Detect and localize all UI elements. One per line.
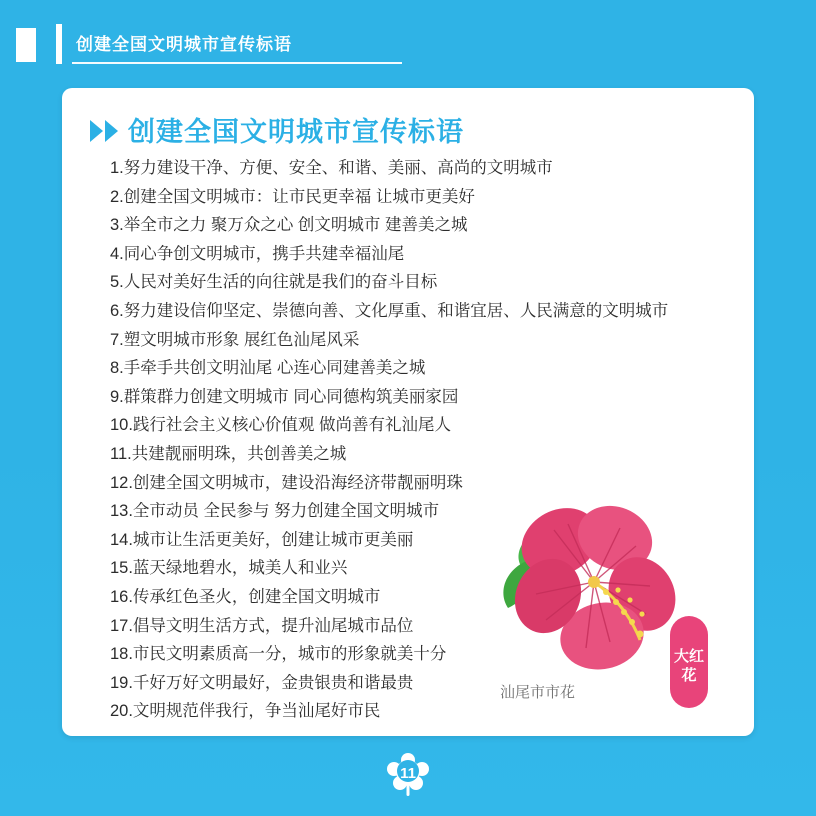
slogan-list: [84, 154, 734, 726]
list-item: 6.努力建设信仰坚定、崇德向善、文化厚重、和谐宜居、人民满意的文明城市: [110, 301, 669, 320]
list-item: 12.创建全国文明城市，建设沿海经济带靓丽明珠: [110, 473, 463, 492]
header-accent-bar: [56, 24, 62, 64]
double-arrow-icon: [90, 120, 118, 142]
list-item: 4.同心争创文明城市，携手共建幸福汕尾: [110, 244, 405, 263]
header-mark: [16, 28, 36, 62]
card-title-row: [90, 110, 464, 149]
list-item: 5.人民对美好生活的向往就是我们的奋斗目标: [110, 273, 438, 292]
list-item: 3.举全市之力 聚万众之心 创文明城市 建善美之城: [110, 216, 468, 235]
page-header: [16, 22, 800, 66]
flower-badge: 大红花: [670, 616, 708, 708]
list-item: 18.市民文明素质高一分，城市的形象就美十分: [110, 645, 447, 664]
list-item: 15.蓝天绿地碧水，城美人和业兴: [110, 559, 348, 578]
list-item: 10.践行社会主义核心价值观 做尚善有礼汕尾人: [110, 416, 452, 435]
page-number-badge: [385, 752, 431, 798]
list-item: 19.千好万好文明最好，金贵银贵和谐最贵: [110, 673, 414, 692]
list-item: 7.塑文明城市形象 展红色汕尾风采: [110, 330, 360, 349]
list-item: 2.创建全国文明城市：让市民更幸福 让城市更美好: [110, 187, 475, 206]
list-item: 13.全市动员 全民参与 努力创建全国文明城市: [110, 502, 440, 521]
page-footer: [0, 752, 816, 798]
header-underline: [72, 62, 402, 64]
list-item: 8.手牵手共创文明汕尾 心连心同建善美之城: [110, 359, 426, 378]
list-item: 20.文明规范伴我行，争当汕尾好市民: [110, 702, 381, 721]
list-item: 16.传承红色圣火，创建全国文明城市: [110, 587, 381, 606]
flower-caption: 汕尾市市花: [500, 684, 576, 701]
card-title: 创建全国文明城市宣传标语: [128, 117, 464, 147]
header-title: 创建全国文明城市宣传标语: [76, 35, 292, 54]
page-number: 11: [400, 764, 416, 782]
list-item: 1.努力建设干净、方便、安全、和谐、美丽、高尚的文明城市: [110, 159, 553, 177]
list-item: 17.倡导文明生活方式，提升汕尾城市品位: [110, 616, 414, 635]
list-item: 11.共建靓丽明珠，共创善美之城: [110, 444, 347, 463]
content-card: [62, 88, 754, 736]
list-item: 14.城市让生活更美好，创建让城市更美丽: [110, 530, 414, 549]
list-item: 9.群策群力创建文明城市 同心同德构筑美丽家园: [110, 387, 459, 406]
